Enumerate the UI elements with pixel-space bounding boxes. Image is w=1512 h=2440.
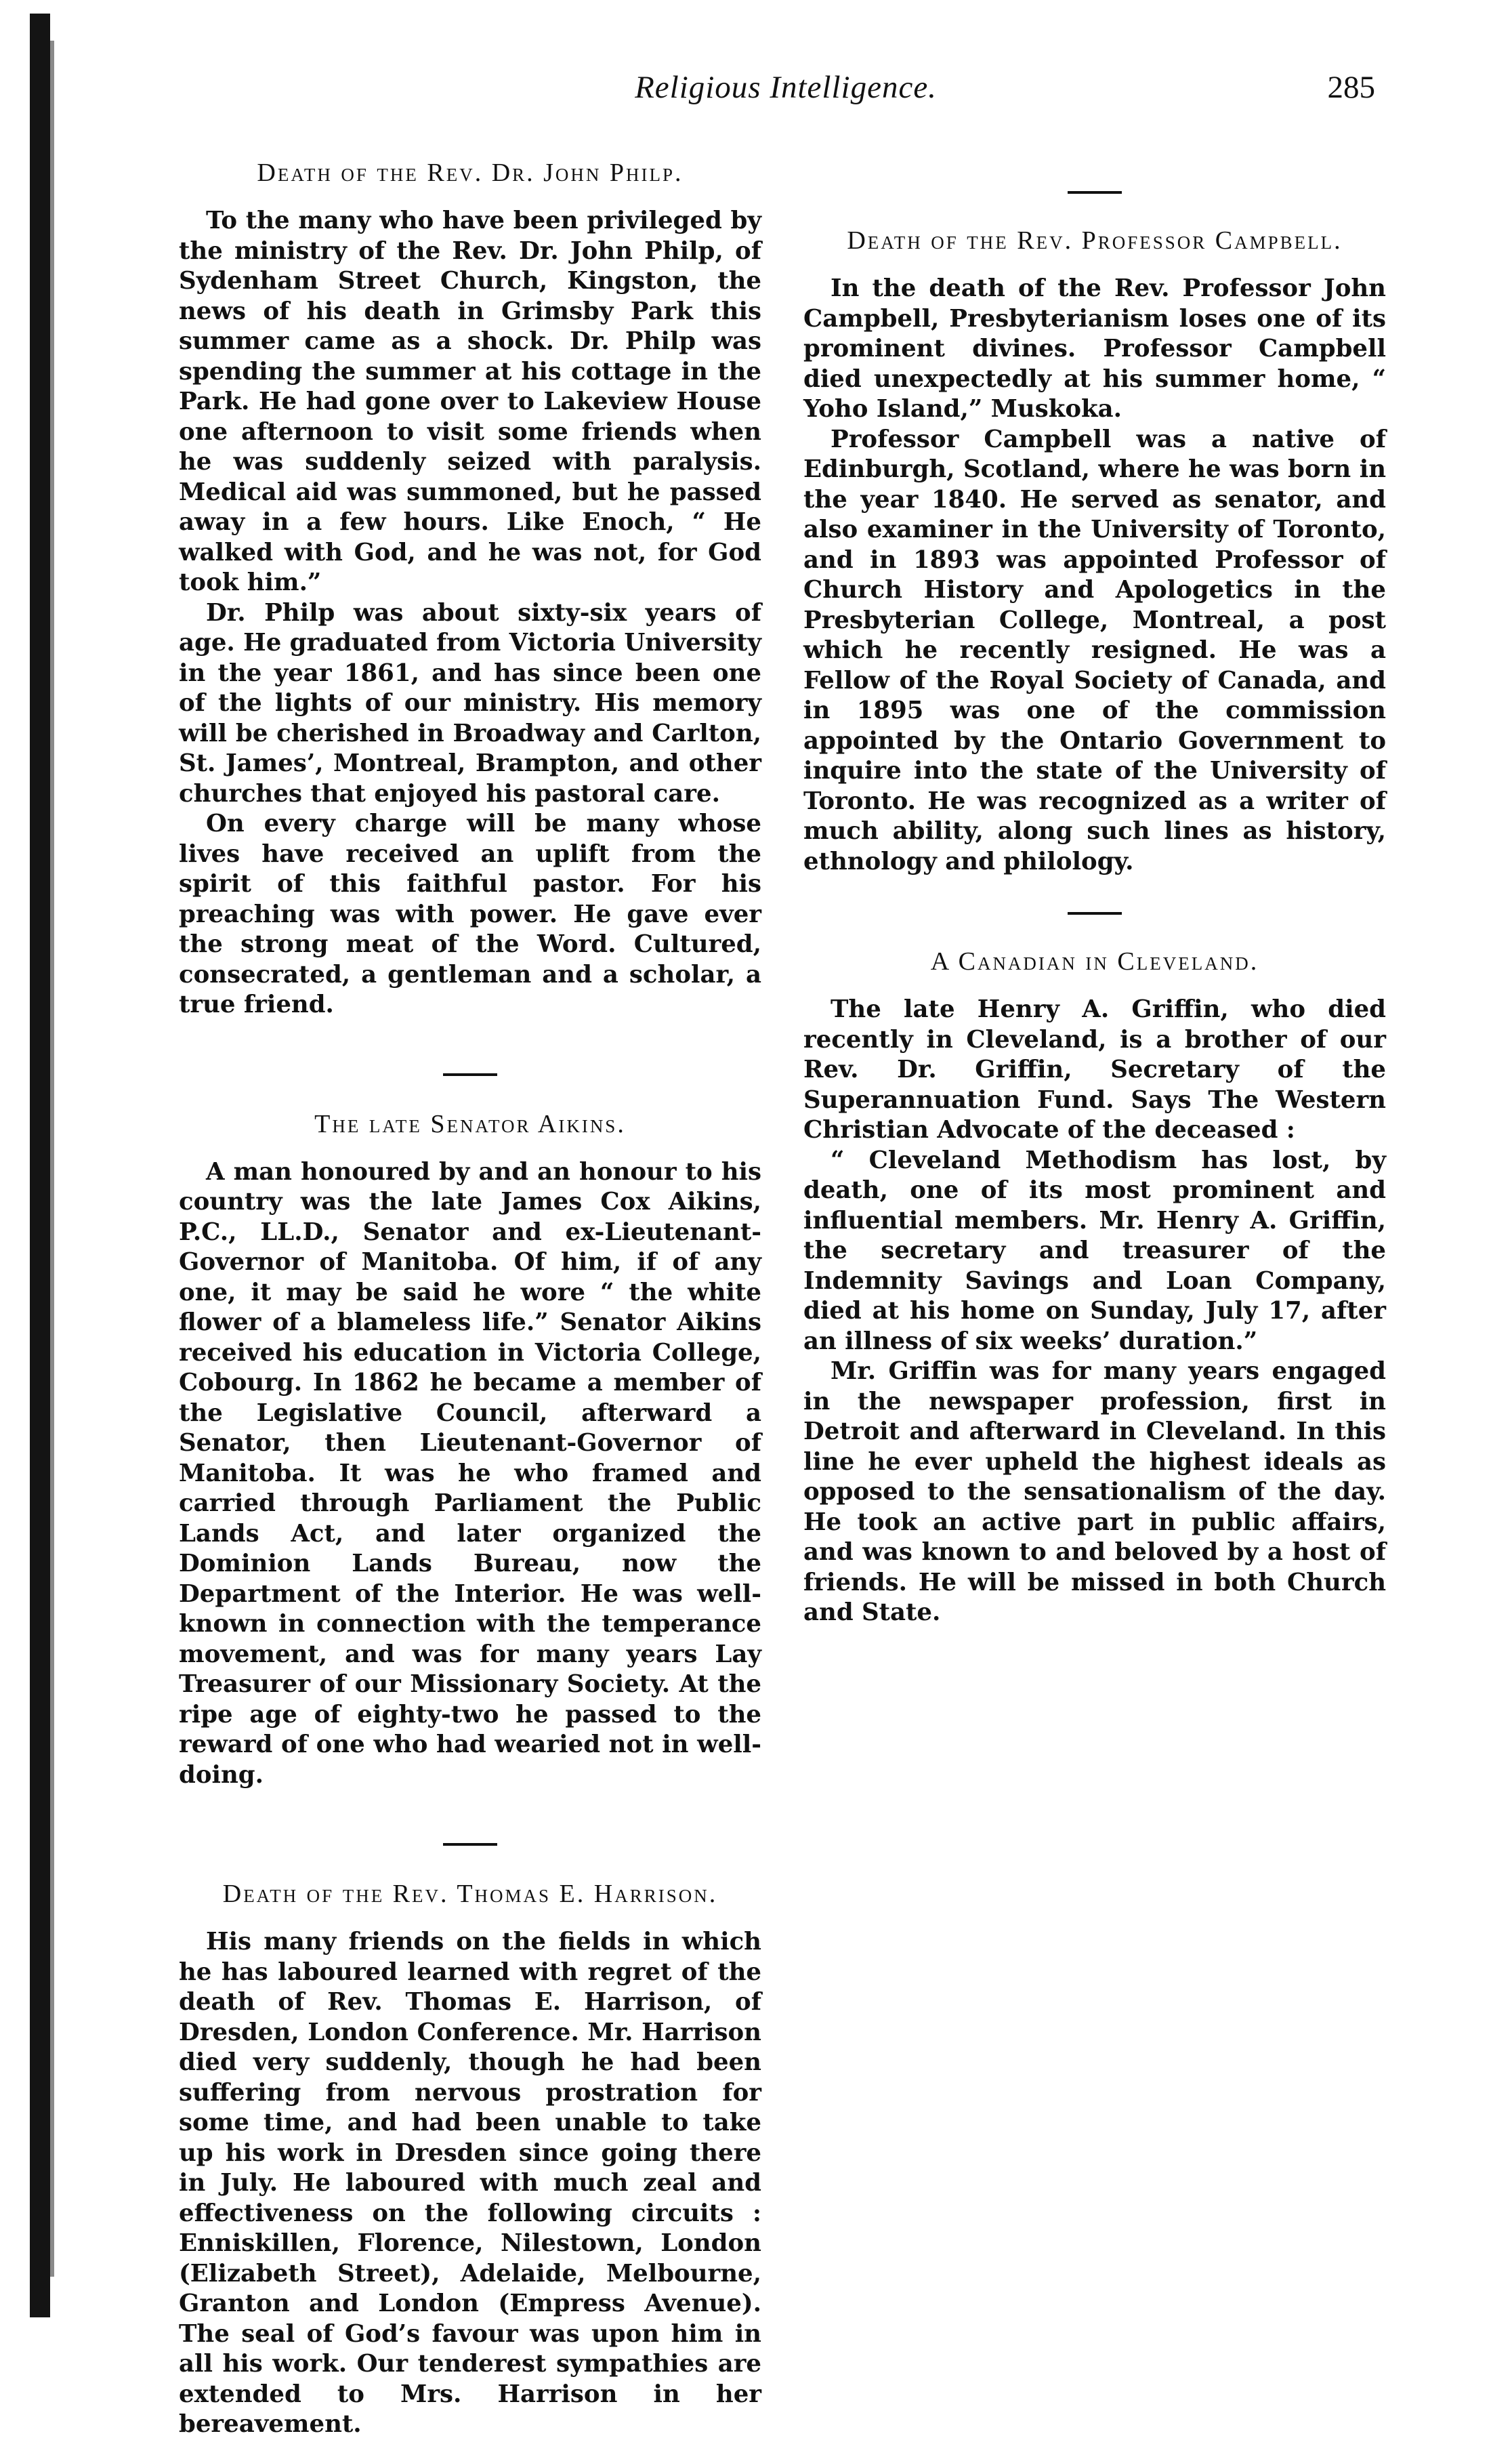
article-paragraph: The late Henry A. Griffin, who died recently in Cleveland, is a brother of our Rev. Dr. Griffin, Secretary of the Superannuation Fund. Says The Western Christian Advocate of the deceased : <box>803 995 1386 1144</box>
article-heading: Death of the Rev. Thomas E. Harrison. <box>222 1880 718 1908</box>
article-paragraph: His many friends on the fields in which he has laboured learned with regret of the death of Rev. Thomas E. Harrison, of Dresden, London Conference. Mr. Harrison died very suddenly, though he had been suffering from nervous prostration for some time, and had been unable to take up his work in Dresden since going there in July. He laboured with much zeal and effectiveness on the following circuits : Enniskillen, Florence, Nilestown, London (Elizabeth Street), Adelaide, Melbourne, Granton and London (Empress Avenue). The seal of God’s favour was upon him in all his work. Our tenderest sympathies are extended to Mrs. Harrison in her bereavement. <box>179 1928 761 2438</box>
section-divider <box>443 1843 497 1846</box>
article-paragraph: “ Cleveland Methodism has lost, by death, one of its most prominent and influential members. Mr. Henry A. Griffin, the secretary and treasurer of the Indemnity Savings and Loan Company, died at his home on Sunday, July 17, after an illness of six weeks’ duration.” <box>803 1146 1386 1355</box>
right-column <box>803 156 1386 1628</box>
section-divider <box>1068 912 1122 915</box>
article-paragraph: A man honoured by and an honour to his country was the late James Cox Aikins, P.C., LL.D., Senator and ex-Lieutenant-Governor of Manitoba. Of him, if of any one, it may be said he wore “ the white flower of a blameless life.” Senator Aikins received his education in Victoria College, Cobourg. In 1862 he became a member of the Legislative Council, afterward a Senator, then Lieutenant-Governor of Manitoba. It was he who framed and carried through Parliament the Public Lands Act, and later organized the Dominion Lands Bureau, now the Department of the Interior. He was well-known in connection with the temperance movement, and was for many years Lay Treasurer of our Missionary Society. At the ripe age of eighty-two he passed to the reward of one who had wearied not in well-doing. <box>179 1157 761 1789</box>
binding-shadow <box>50 41 54 2277</box>
section-divider <box>443 1073 497 1076</box>
article-paragraph: Professor Campbell was a native of Edinburgh, Scotland, where he was born in the year 1840. He served as senator, and also examiner in the University of Toronto, and in 1893 was appointed Professor of Church History and Apologetics in the Presbyterian College, Montreal, a post which he recently resigned. He was a Fellow of the Royal Society of Canada, and in 1895 was one of the commission appointed by the Ontario Government to inquire into the state of the University of Toronto. He was recognized as a writer of much ability, along such lines as history, ethnology and philology. <box>803 425 1386 875</box>
article-paragraph: Mr. Griffin was for many years engaged in the newspaper profession, first in Detroit and afterward in Cleveland. In this line he ever upheld the highest ideals as opposed to the sensationalism of the day. He took an active part in public affairs, and was known to and beloved by a host of friends. He will be missed in both Church and State. <box>803 1357 1386 1626</box>
article-heading: A Canadian in Cleveland. <box>930 947 1259 976</box>
article-griffin <box>803 946 1386 1628</box>
article-harrison <box>179 1878 761 2440</box>
article-paragraph: Dr. Philp was about sixty-six years of age. He graduated from Victoria University in the year 1861, and has since been one of the lights of our ministry. His memory will be cherished in Broadway and Carlton, St. James’, Montreal, Brampton, and other churches that enjoyed his pastoral care. <box>179 598 761 808</box>
article-campbell <box>803 225 1386 877</box>
running-head <box>176 69 1395 117</box>
article-paragraph: On every charge will be many whose lives have received an uplift from the spirit of this faithful pastor. For his preaching was with power. He gave ever the strong meat of the Word. Cultured, consecrated, a gentleman and a scholar, a true friend. <box>179 810 761 1018</box>
article-paragraph: In the death of the Rev. Professor John Campbell, Presbyterianism loses one of its prominent divines. Professor Campbell died unexpectedly at his summer home, “ Yoho Island,” Muskoka. <box>803 274 1386 423</box>
article-heading: Death of the Rev. Dr. John Philp. <box>257 159 684 187</box>
article-heading: The late Senator Aikins. <box>314 1109 626 1138</box>
article-philp <box>179 157 761 1020</box>
binding-edge <box>30 14 50 2317</box>
article-heading: Death of the Rev. Professor Campbell. <box>847 226 1343 255</box>
page-number: 285 <box>1327 70 1375 105</box>
article-paragraph: To the many who have been privileged by the ministry of the Rev. Dr. John Philp, of Sydenham Street Church, Kingston, the news of his death in Grimsby Park this summer came as a shock. Dr. Philp was spending the summer at his cottage in the Park. He had gone over to Lakeview House one afternoon to visit some friends when he was suddenly seized with paralysis. Medical aid was summoned, but he passed away in a few hours. Like Enoch, “ He walked with God, and he was not, for God took him.” <box>179 207 761 596</box>
section-divider <box>1068 191 1122 194</box>
running-title: Religious Intelligence. <box>635 70 937 105</box>
left-column <box>179 157 761 2440</box>
article-aikins <box>179 1109 761 1791</box>
